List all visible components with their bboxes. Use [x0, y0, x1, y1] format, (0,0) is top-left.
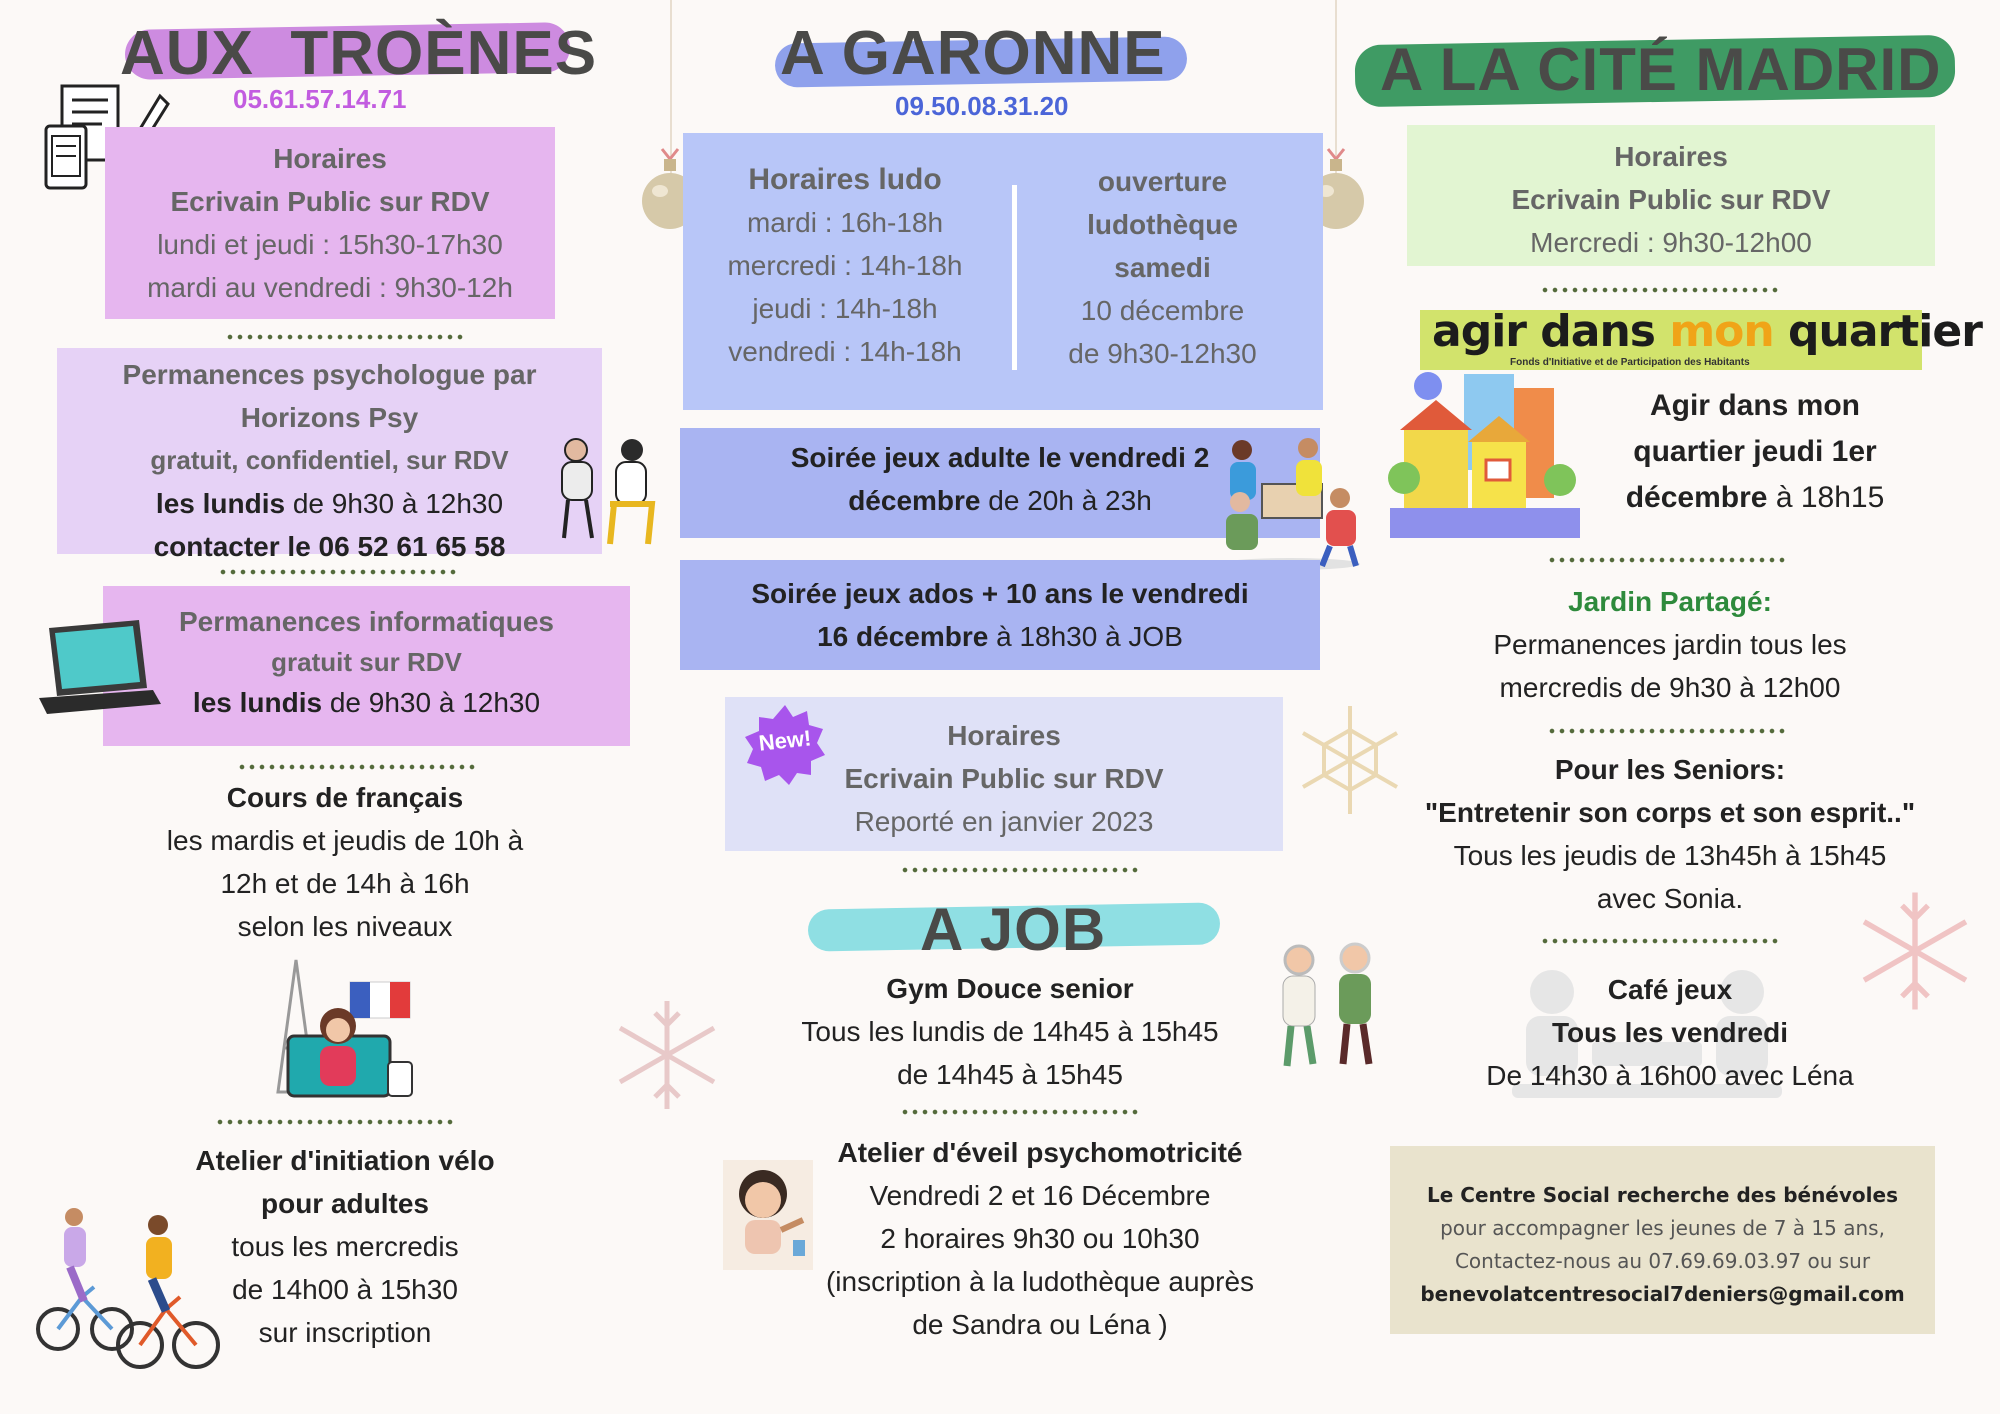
dotted-separator — [1547, 556, 1787, 564]
troenes-info-box — [103, 586, 630, 746]
dotted-separator — [218, 568, 458, 576]
seniors-illustration-icon — [1275, 940, 1385, 1080]
volunteer-line2: pour accompagner les jeunes de 7 à 15 ans, — [1440, 1216, 1885, 1240]
seniors-title: Pour les Seniors: — [1554, 754, 1786, 785]
psychologist-illustration-icon — [548, 432, 658, 548]
jardin-title: Jardin Partagé: — [1568, 586, 1772, 617]
agir-logo — [1420, 306, 1982, 370]
adult-games-line1: Soirée jeux adulte le vendredi 2 — [790, 442, 1210, 473]
teen-games-box — [680, 560, 1320, 670]
garonne-writer-line: Reporté en janvier 2023 — [854, 806, 1154, 837]
ludo-hours-line: mardi : 16h-18h — [746, 207, 944, 238]
madrid-agir — [1590, 383, 1920, 521]
madrid-hours-line: Mercredi : 9h30-12h00 — [1530, 227, 1812, 258]
teen-games-line1: Soirée jeux ados + 10 ans le vendredi — [751, 578, 1249, 609]
troenes-french — [110, 776, 580, 948]
french-line2: 12h et de 14h à 16h — [220, 868, 470, 899]
madrid-seniors — [1370, 748, 1970, 920]
dotted-separator — [225, 333, 465, 341]
french-lesson-illustration-icon — [258, 952, 420, 1102]
psychomot-line3: (inscription à la ludothèque auprès — [825, 1266, 1255, 1297]
teen-games-line2-rest: à 18h30 à JOB — [988, 621, 1183, 652]
new-badge-label: New! — [757, 725, 813, 756]
laptop-icon — [35, 618, 165, 718]
agir-logo-text — [1432, 306, 1982, 357]
ludo-hours-line: mercredi : 14h-18h — [727, 250, 963, 281]
velo-title2: pour adultes — [260, 1188, 429, 1219]
madrid-hours-box — [1407, 125, 1935, 266]
dotted-separator — [900, 1108, 1140, 1116]
seniors-quote: "Entretenir son corps et son esprit.." — [1424, 797, 1916, 828]
agir-line1: Agir dans mon — [1649, 389, 1860, 422]
info-line2: gratuit sur RDV — [271, 647, 462, 677]
madrid-hours-title: Horaires — [1614, 141, 1728, 172]
garonne-phone: 09.50.08.31.20 — [895, 91, 1069, 121]
velo-line3: sur inscription — [258, 1317, 432, 1348]
psy-line4 — [57, 482, 602, 525]
ludo-saturday-line1: ouverture — [1097, 166, 1228, 197]
velo-line1: tous les mercredis — [231, 1231, 459, 1262]
dotted-separator — [900, 866, 1140, 874]
seniors-line2: avec Sonia. — [1596, 883, 1744, 914]
velo-line2: de 14h00 à 15h30 — [232, 1274, 458, 1305]
madrid-title: A LA CITÉ MADRID — [1380, 36, 1942, 103]
ludo-divider — [1012, 185, 1017, 370]
troenes-hours-box — [105, 127, 555, 319]
jardin-line1: Permanences jardin tous les — [1493, 629, 1847, 660]
cafe-title1: Café jeux — [1607, 974, 1733, 1005]
psychomot-title: Atelier d'éveil psychomotricité — [837, 1137, 1243, 1168]
psy-line3: gratuit, confidentiel, sur RDV — [150, 445, 509, 475]
toddler-illustration-icon — [723, 1160, 813, 1270]
garonne-title: A GARONNE — [780, 19, 1166, 88]
dotted-separator — [237, 763, 477, 771]
garonne-writer-subtitle: Ecrivain Public sur RDV — [844, 763, 1164, 794]
job-gym — [740, 967, 1280, 1096]
volunteer-line3: Contactez-nous au 07.69.69.03.97 ou sur — [1454, 1249, 1871, 1273]
jardin-line2: mercredis de 9h30 à 12h00 — [1499, 672, 1841, 703]
agir-logo-word1: agir dans — [1432, 306, 1670, 357]
cafe-title2: Tous les vendredi — [1552, 1017, 1788, 1048]
ludo-hours-line: vendredi : 14h-18h — [728, 336, 962, 367]
psychomot-line2: 2 horaires 9h30 ou 10h30 — [880, 1223, 1200, 1254]
french-line1: les mardis et jeudis de 10h à — [166, 825, 524, 856]
psy-line4-bold: les lundis — [155, 488, 286, 519]
ludo-saturday-line3: samedi — [1114, 252, 1211, 283]
gym-line2: de 14h45 à 15h45 — [897, 1059, 1123, 1090]
ludo-saturday-line2: ludothèque — [1087, 209, 1238, 240]
madrid-hours-subtitle: Ecrivain Public sur RDV — [1511, 184, 1831, 215]
info-line3 — [103, 681, 630, 724]
adult-games-line2-bold: décembre — [848, 485, 981, 516]
agir-logo-tagline: Fonds d'Initiative et de Participation des Habitants — [1510, 357, 1750, 368]
agir-line3-bold: décembre — [1625, 481, 1768, 514]
psy-line2: Horizons Psy — [240, 402, 419, 433]
job-psychomot — [790, 1131, 1290, 1346]
volunteer-line1: Le Centre Social recherche des bénévoles — [1427, 1183, 1898, 1207]
teen-games-line2 — [680, 615, 1320, 658]
ludo-saturday-line4: 10 décembre — [1080, 295, 1245, 326]
gym-title: Gym Douce senior — [886, 973, 1134, 1004]
seniors-line1: Tous les jeudis de 13h45h à 15h45 — [1453, 840, 1887, 871]
dotted-separator — [1540, 937, 1780, 945]
gym-line1: Tous les lundis de 14h45 à 15h45 — [801, 1016, 1219, 1047]
ludo-saturday-line5: de 9h30-12h30 — [1068, 338, 1257, 369]
french-title: Cours de français — [226, 782, 464, 813]
troenes-hours-line1: lundi et jeudi : 15h30-17h30 — [157, 229, 503, 260]
dotted-separator — [1540, 286, 1780, 294]
troenes-title: AUX TROÈNES — [120, 19, 598, 88]
ludo-hours — [690, 158, 1000, 373]
agir-logo-word2: mon — [1669, 306, 1774, 357]
cyclists-illustration-icon — [40, 1205, 220, 1375]
agir-line3 — [1590, 475, 1920, 521]
ludo-hours-title: Horaires ludo — [748, 163, 942, 196]
psy-line4-rest: de 9h30 à 12h30 — [285, 488, 504, 519]
psy-line1: Permanences psychologue par — [122, 359, 537, 390]
houses-illustration-icon — [1390, 370, 1580, 538]
agir-line2: quartier jeudi 1er — [1633, 435, 1877, 468]
job-title: A JOB — [920, 896, 1107, 963]
madrid-cafe — [1410, 968, 1930, 1097]
agir-logo-word3: quartier — [1773, 306, 1982, 357]
agir-line3-rest: à 18h15 — [1767, 481, 1885, 514]
dotted-separator — [1547, 727, 1787, 735]
adult-games-line2-rest: de 20h à 23h — [980, 485, 1152, 516]
snowflake-icon — [607, 995, 727, 1115]
cafe-line: De 14h30 à 16h00 avec Léna — [1486, 1060, 1854, 1091]
french-line3: selon les niveaux — [237, 911, 453, 942]
dotted-separator — [215, 1118, 455, 1126]
troenes-phone: 05.61.57.14.71 — [233, 84, 407, 114]
madrid-jardin — [1410, 580, 1930, 709]
troenes-hours-title: Horaires — [273, 143, 387, 174]
troenes-psy-box — [57, 348, 602, 562]
psychomot-line4: de Sandra ou Léna ) — [912, 1309, 1168, 1340]
teen-games-line2-bold: 16 décembre — [817, 621, 989, 652]
info-line3-bold: les lundis — [192, 687, 323, 718]
velo-title1: Atelier d'initiation vélo — [195, 1145, 495, 1176]
info-line3-rest: de 9h30 à 12h30 — [322, 687, 541, 718]
ludo-saturday — [1025, 160, 1300, 375]
psy-contact: contacter le 06 52 61 65 58 — [153, 531, 506, 562]
ludo-hours-line: jeudi : 14h-18h — [752, 293, 938, 324]
volunteer-email-link[interactable]: benevolatcentresocial7deniers@gmail.com — [1420, 1282, 1905, 1306]
info-line1: Permanences informatiques — [178, 606, 555, 637]
troenes-hours-line2: mardi au vendredi : 9h30-12h — [147, 272, 513, 303]
psychomot-line1: Vendredi 2 et 16 Décembre — [869, 1180, 1211, 1211]
volunteer-box — [1390, 1146, 1935, 1334]
garonne-writer-title: Horaires — [947, 720, 1061, 751]
troenes-hours-subtitle: Ecrivain Public sur RDV — [170, 186, 490, 217]
board-game-players-illustration-icon — [1212, 432, 1372, 572]
